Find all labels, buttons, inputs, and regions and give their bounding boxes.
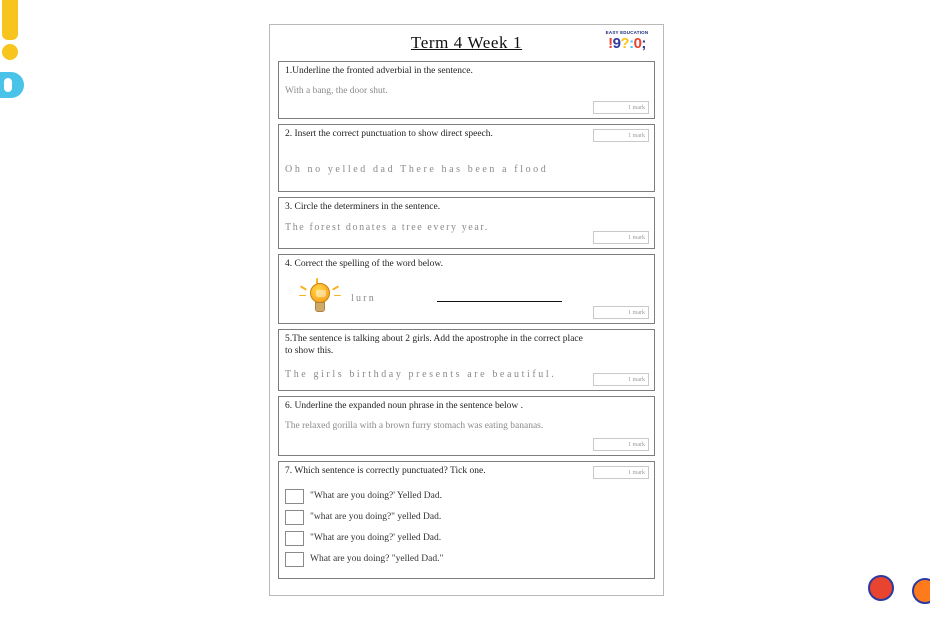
question-5-prompt: 5.The sentence is talking about 2 girls. Add the apostrophe in the correct place to show this.: [285, 334, 583, 356]
question-4-word: lurn: [351, 293, 376, 305]
option-checkbox-2[interactable]: [285, 510, 304, 525]
question-6-mark-box: 1 mark: [593, 438, 649, 451]
option-row[interactable]: [285, 507, 648, 528]
brand-mark-1: !: [608, 34, 613, 52]
option-label-1: "What are you doing?' Yelled Dad.: [310, 491, 442, 502]
brand-mark-6: ;: [641, 34, 646, 52]
option-row[interactable]: [285, 549, 648, 570]
question-7-prompt: 7. Which sentence is correctly punctuated? Tick one.: [285, 466, 486, 476]
question-2-answer[interactable]: Oh no yelled dad There has been a flood: [285, 163, 549, 175]
red-dot-icon: [868, 575, 894, 601]
option-checkbox-4[interactable]: [285, 552, 304, 567]
option-checkbox-1[interactable]: [285, 489, 304, 504]
lightbulb-icon: [299, 281, 343, 317]
question-2: [278, 124, 655, 192]
question-1-answer[interactable]: With a bang, the door shut.: [285, 85, 388, 96]
question-3: [278, 197, 655, 249]
lightbulb-ray: [299, 295, 306, 297]
question-2-mark-box: 1 mark: [593, 129, 649, 142]
exclamation-bar: [2, 0, 18, 40]
option-label-3: "What are you doing?' yelled Dad.: [310, 533, 442, 544]
exclamation-mark-icon: [0, 0, 26, 60]
option-label-2: "what are you doing?" yelled Dad.: [310, 512, 442, 523]
question-4-prompt: 4. Correct the spelling of the word below.: [285, 259, 443, 269]
option-row[interactable]: [285, 528, 648, 549]
question-4: [278, 254, 655, 324]
question-4-write-line[interactable]: [437, 301, 562, 302]
brand-mark-5: 0: [633, 34, 642, 52]
question-5-answer[interactable]: The girls birthday presents are beautiful.: [285, 368, 557, 380]
question-2-prompt: 2. Insert the correct punctuation to show direct speech.: [285, 129, 493, 139]
question-4-mark-box: 1 mark: [593, 306, 649, 319]
lightbulb-ray: [300, 285, 307, 290]
question-3-prompt: 3. Circle the determiners in the sentence.: [285, 202, 441, 212]
question-1: [278, 61, 655, 119]
brand-mark-2: 9: [612, 34, 621, 52]
question-5: [278, 329, 655, 391]
question-3-answer[interactable]: The forest donates a tree every year.: [285, 221, 489, 233]
lightbulb-glass: [310, 283, 330, 303]
lightbulb-ray: [332, 285, 339, 290]
question-6: [278, 396, 655, 456]
brand-marks: [599, 36, 655, 51]
orange-dot-icon: [912, 578, 930, 604]
option-row[interactable]: [285, 486, 648, 507]
question-7-mark-box: 1 mark: [593, 466, 649, 479]
option-label-4: What are you doing? "yelled Dad.": [310, 554, 444, 565]
quotation-mark-icon: [0, 72, 24, 98]
exclamation-dot: [2, 44, 18, 60]
brand-mark-4: :: [629, 34, 634, 52]
lightbulb-ray: [334, 295, 341, 297]
question-6-prompt: 6. Underline the expanded noun phrase in the sentence below .: [285, 401, 523, 411]
worksheet-page: [269, 24, 664, 596]
brand-mark-3: ?: [620, 34, 630, 52]
brand-name: EASY EDUCATION: [605, 30, 649, 35]
page-title: Term 4 Week 1: [410, 33, 523, 52]
question-3-mark-box: 1 mark: [593, 231, 649, 244]
worksheet-header: [278, 31, 655, 61]
question-6-answer[interactable]: The relaxed gorilla with a brown furry stomach was eating bananas.: [285, 420, 544, 431]
question-1-mark-box: 1 mark: [593, 101, 649, 114]
question-1-prompt: 1.Underline the fronted adverbial in the sentence.: [285, 66, 473, 76]
option-checkbox-3[interactable]: [285, 531, 304, 546]
question-7-options: [285, 486, 648, 570]
question-5-mark-box: 1 mark: [593, 373, 649, 386]
brand-logo: [599, 31, 655, 51]
lightbulb-base: [315, 302, 325, 312]
question-7: [278, 461, 655, 579]
